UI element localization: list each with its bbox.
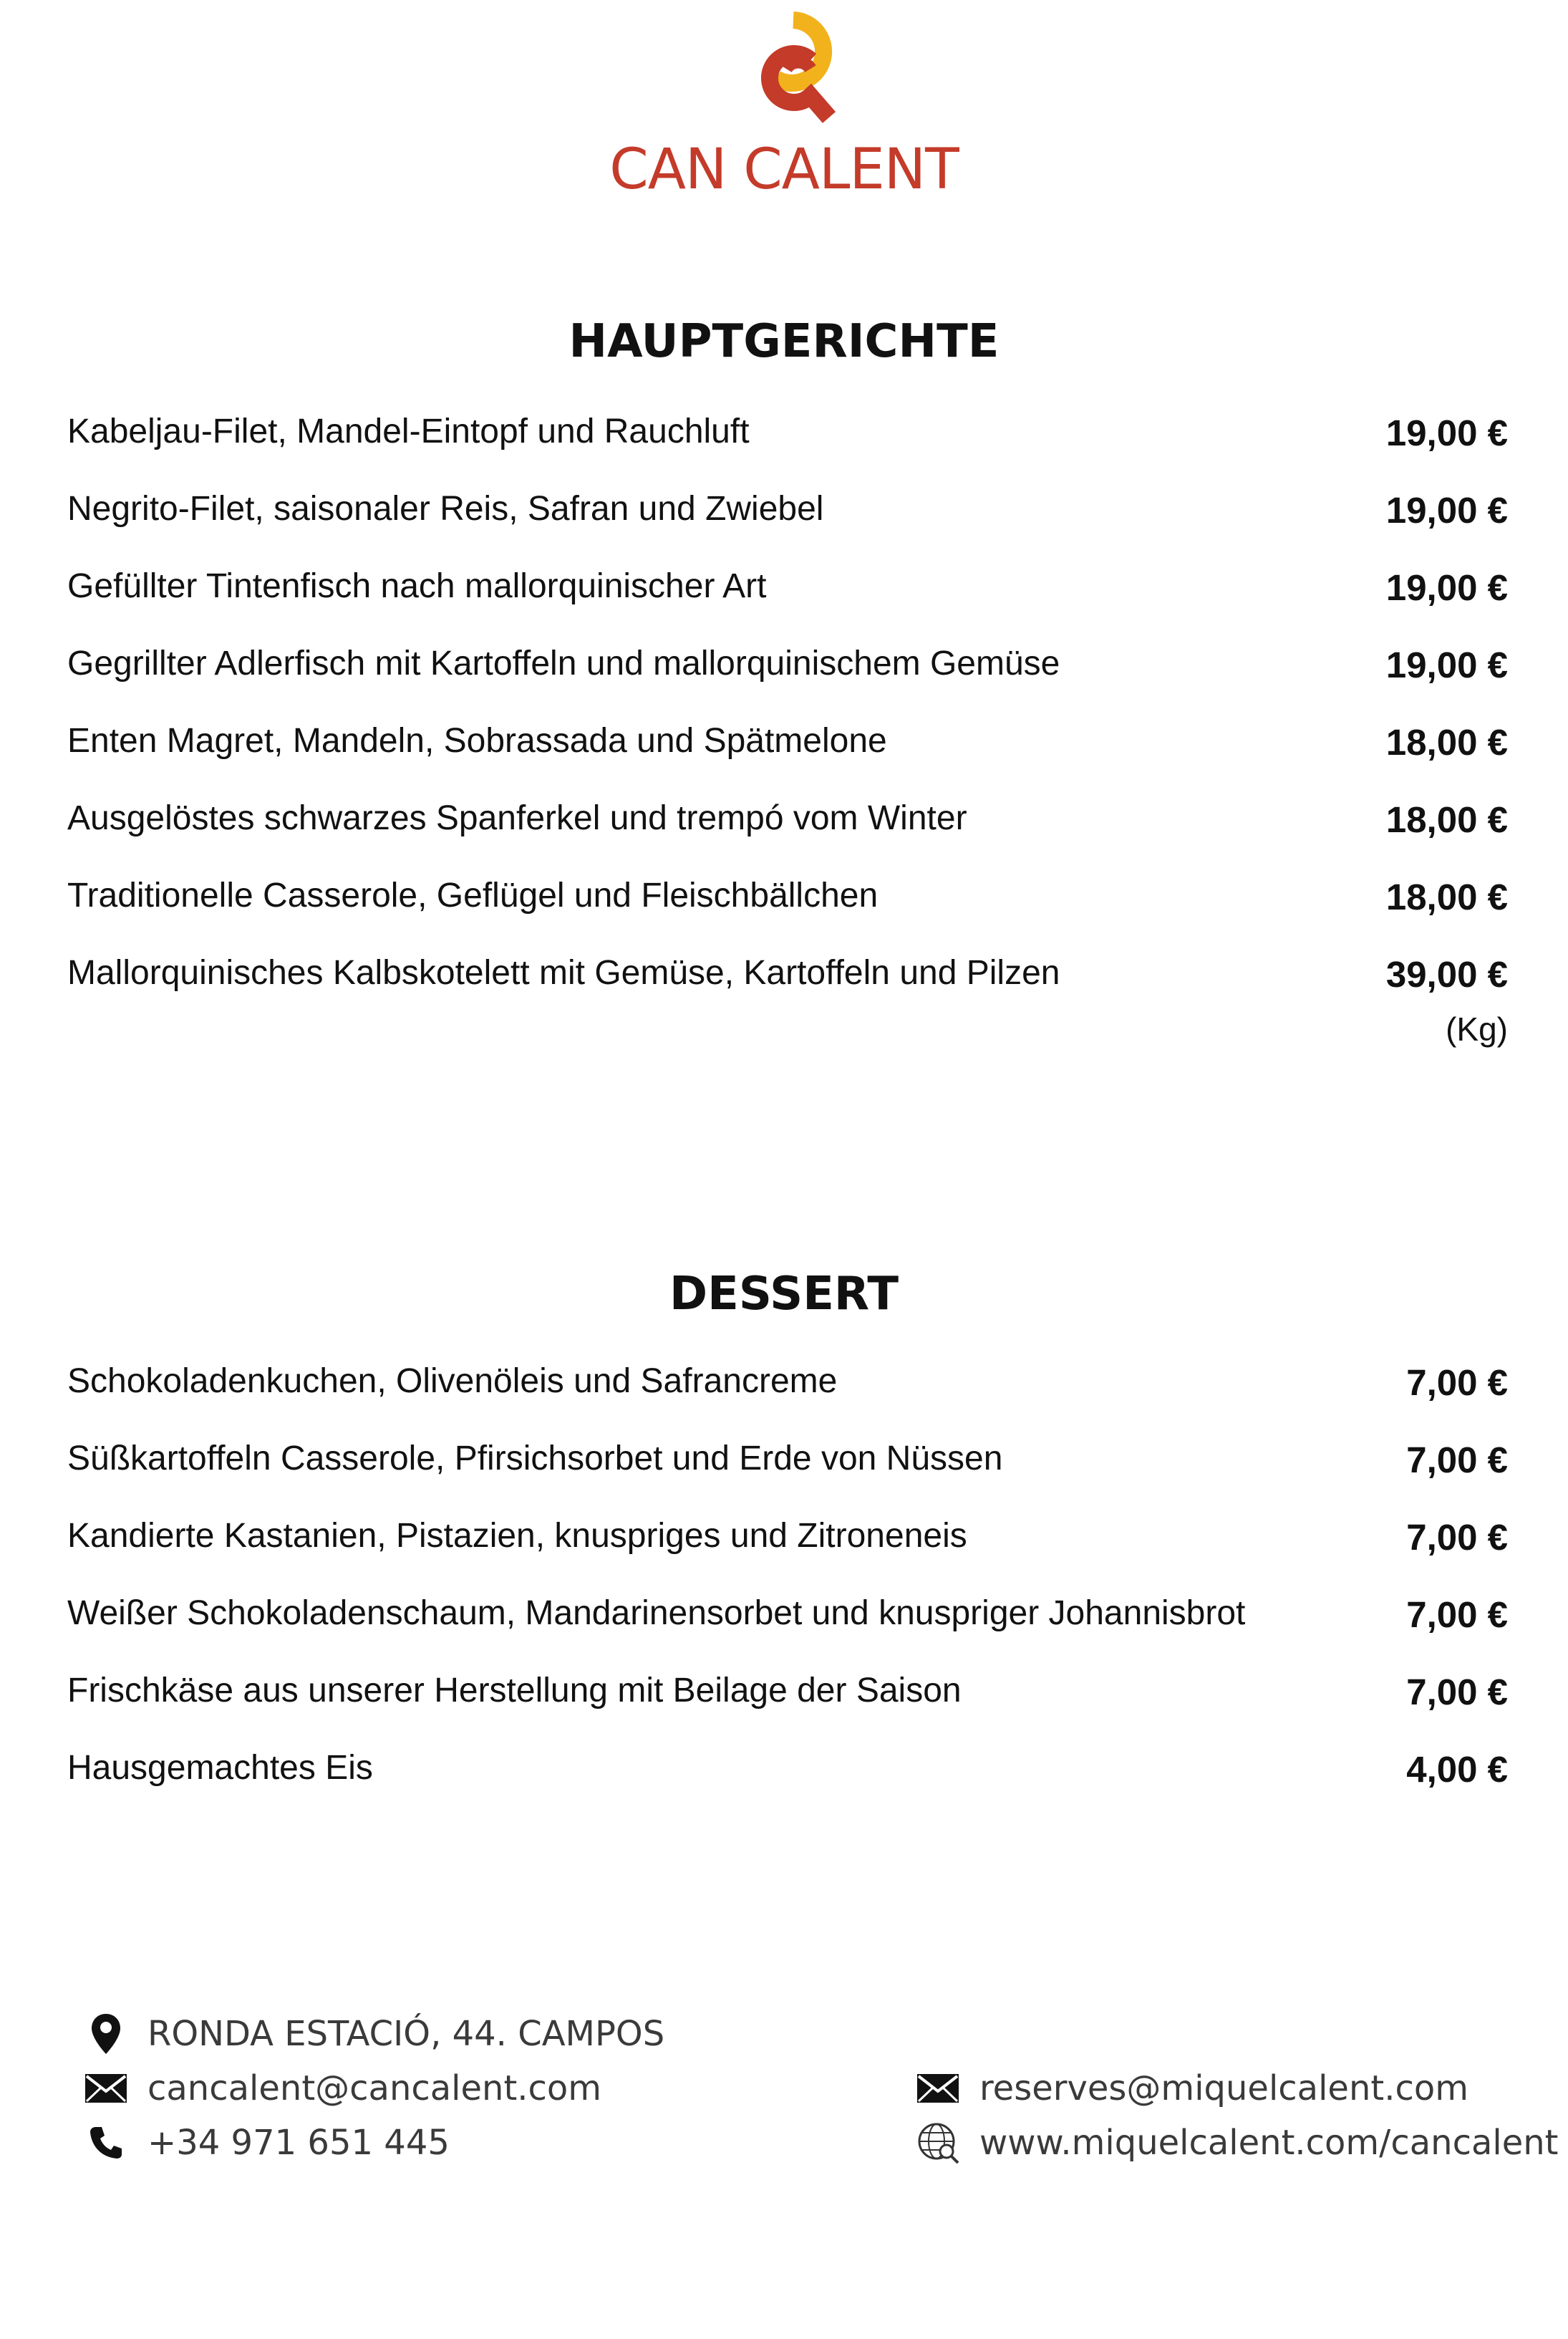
item-price: 19,00 € [1385, 645, 1508, 685]
item-price: 19,00 € [1385, 490, 1508, 531]
website-link[interactable]: www.miquelcalent.com/cancalent [979, 2123, 1559, 2163]
item-price: 4,00 € [1406, 1749, 1508, 1790]
logo [0, 0, 1568, 215]
section-title-dessert: DESSERT [669, 1268, 899, 1321]
phone-link[interactable]: +34 971 651 445 [147, 2123, 450, 2163]
menu-item [67, 1361, 1508, 1438]
item-price: 7,00 € [1406, 1439, 1508, 1480]
item-name: Enten Magret, Mandeln, Sobrassada und Spätmelone [67, 722, 887, 760]
website-row [916, 2121, 1558, 2164]
globe-icon [916, 2121, 959, 2164]
item-name: Traditionelle Casserole, Geflügel und Fleischbällchen [67, 877, 879, 915]
item-name: Weißer Schokoladenschaum, Mandarinensorbet und knuspriger Johannisbrot [67, 1594, 1246, 1632]
item-price: 7,00 € [1406, 1672, 1508, 1712]
item-name: Ausgelöstes schwarzes Spanferkel und trempó vom Winter [67, 799, 967, 837]
menu-item [67, 566, 1508, 643]
reservations-email-link[interactable]: reserves@miquelcalent.com [979, 2068, 1468, 2108]
item-name: Gefüllter Tintenfisch nach mallorquinischer Art [67, 567, 767, 605]
item-name: Hausgemachtes Eis [67, 1749, 373, 1787]
menu-item [67, 1747, 1508, 1825]
address-row [84, 2012, 664, 2055]
item-price: 18,00 € [1385, 722, 1508, 763]
footer-contact [0, 1998, 1568, 2213]
section-title-hauptgerichte: HAUPTGERICHTE [568, 315, 1000, 368]
menu-item [67, 488, 1508, 566]
logo-mark-icon [745, 10, 852, 132]
menu-item [67, 1438, 1508, 1515]
item-name: Frischkäse aus unserer Herstellung mit Beilage der Saison [67, 1672, 962, 1709]
menu-item [67, 953, 1508, 1048]
address-text: RONDA ESTACIÓ, 44. CAMPOS [147, 2014, 665, 2054]
menu-list-dessert [67, 1361, 1508, 1825]
item-name: Negrito-Filet, saisonaler Reis, Safran und Zwiebel [67, 490, 824, 528]
envelope-icon [84, 2067, 127, 2110]
email-row [84, 2067, 601, 2110]
item-name: Kabeljau-Filet, Mandel-Eintopf und Rauchluft [67, 413, 750, 450]
menu-item [67, 720, 1508, 798]
menu-item [67, 1670, 1508, 1747]
item-name: Kandierte Kastanien, Pistazien, knuspriges und Zitroneneis [67, 1517, 967, 1555]
email-link[interactable]: cancalent@cancalent.com [147, 2068, 602, 2108]
location-pin-icon [84, 2012, 127, 2055]
menu-item [67, 875, 1508, 953]
brand-name: CAN CALENT [609, 138, 959, 202]
phone-row [84, 2121, 450, 2164]
item-price: 19,00 € [1385, 413, 1508, 453]
item-price: 18,00 € [1385, 799, 1508, 840]
item-name: Süßkartoffeln Casserole, Pfirsichsorbet und Erde von Nüssen [67, 1439, 1003, 1477]
item-price: 7,00 € [1406, 1517, 1508, 1558]
menu-item [67, 1515, 1508, 1593]
item-price: 7,00 € [1406, 1594, 1508, 1635]
menu-item [67, 411, 1508, 488]
item-price: 39,00 € [1385, 954, 1508, 995]
item-unit: (Kg) [1446, 1011, 1508, 1048]
menu-item [67, 1593, 1508, 1670]
item-name: Mallorquinisches Kalbskotelett mit Gemüse, Kartoffeln und Pilzen [67, 954, 1060, 992]
item-price: 7,00 € [1406, 1362, 1508, 1403]
menu-item [67, 798, 1508, 875]
phone-icon [84, 2121, 127, 2164]
menu-list-hauptgerichte [67, 411, 1508, 1048]
item-price: 18,00 € [1385, 877, 1508, 917]
menu-item [67, 643, 1508, 720]
item-name: Schokoladenkuchen, Olivenöleis und Safrancreme [67, 1362, 838, 1400]
envelope-icon [916, 2067, 959, 2110]
item-name: Gegrillter Adlerfisch mit Kartoffeln und mallorquinischem Gemüse [67, 645, 1060, 683]
item-price: 19,00 € [1385, 567, 1508, 608]
reservations-row [916, 2067, 1468, 2110]
